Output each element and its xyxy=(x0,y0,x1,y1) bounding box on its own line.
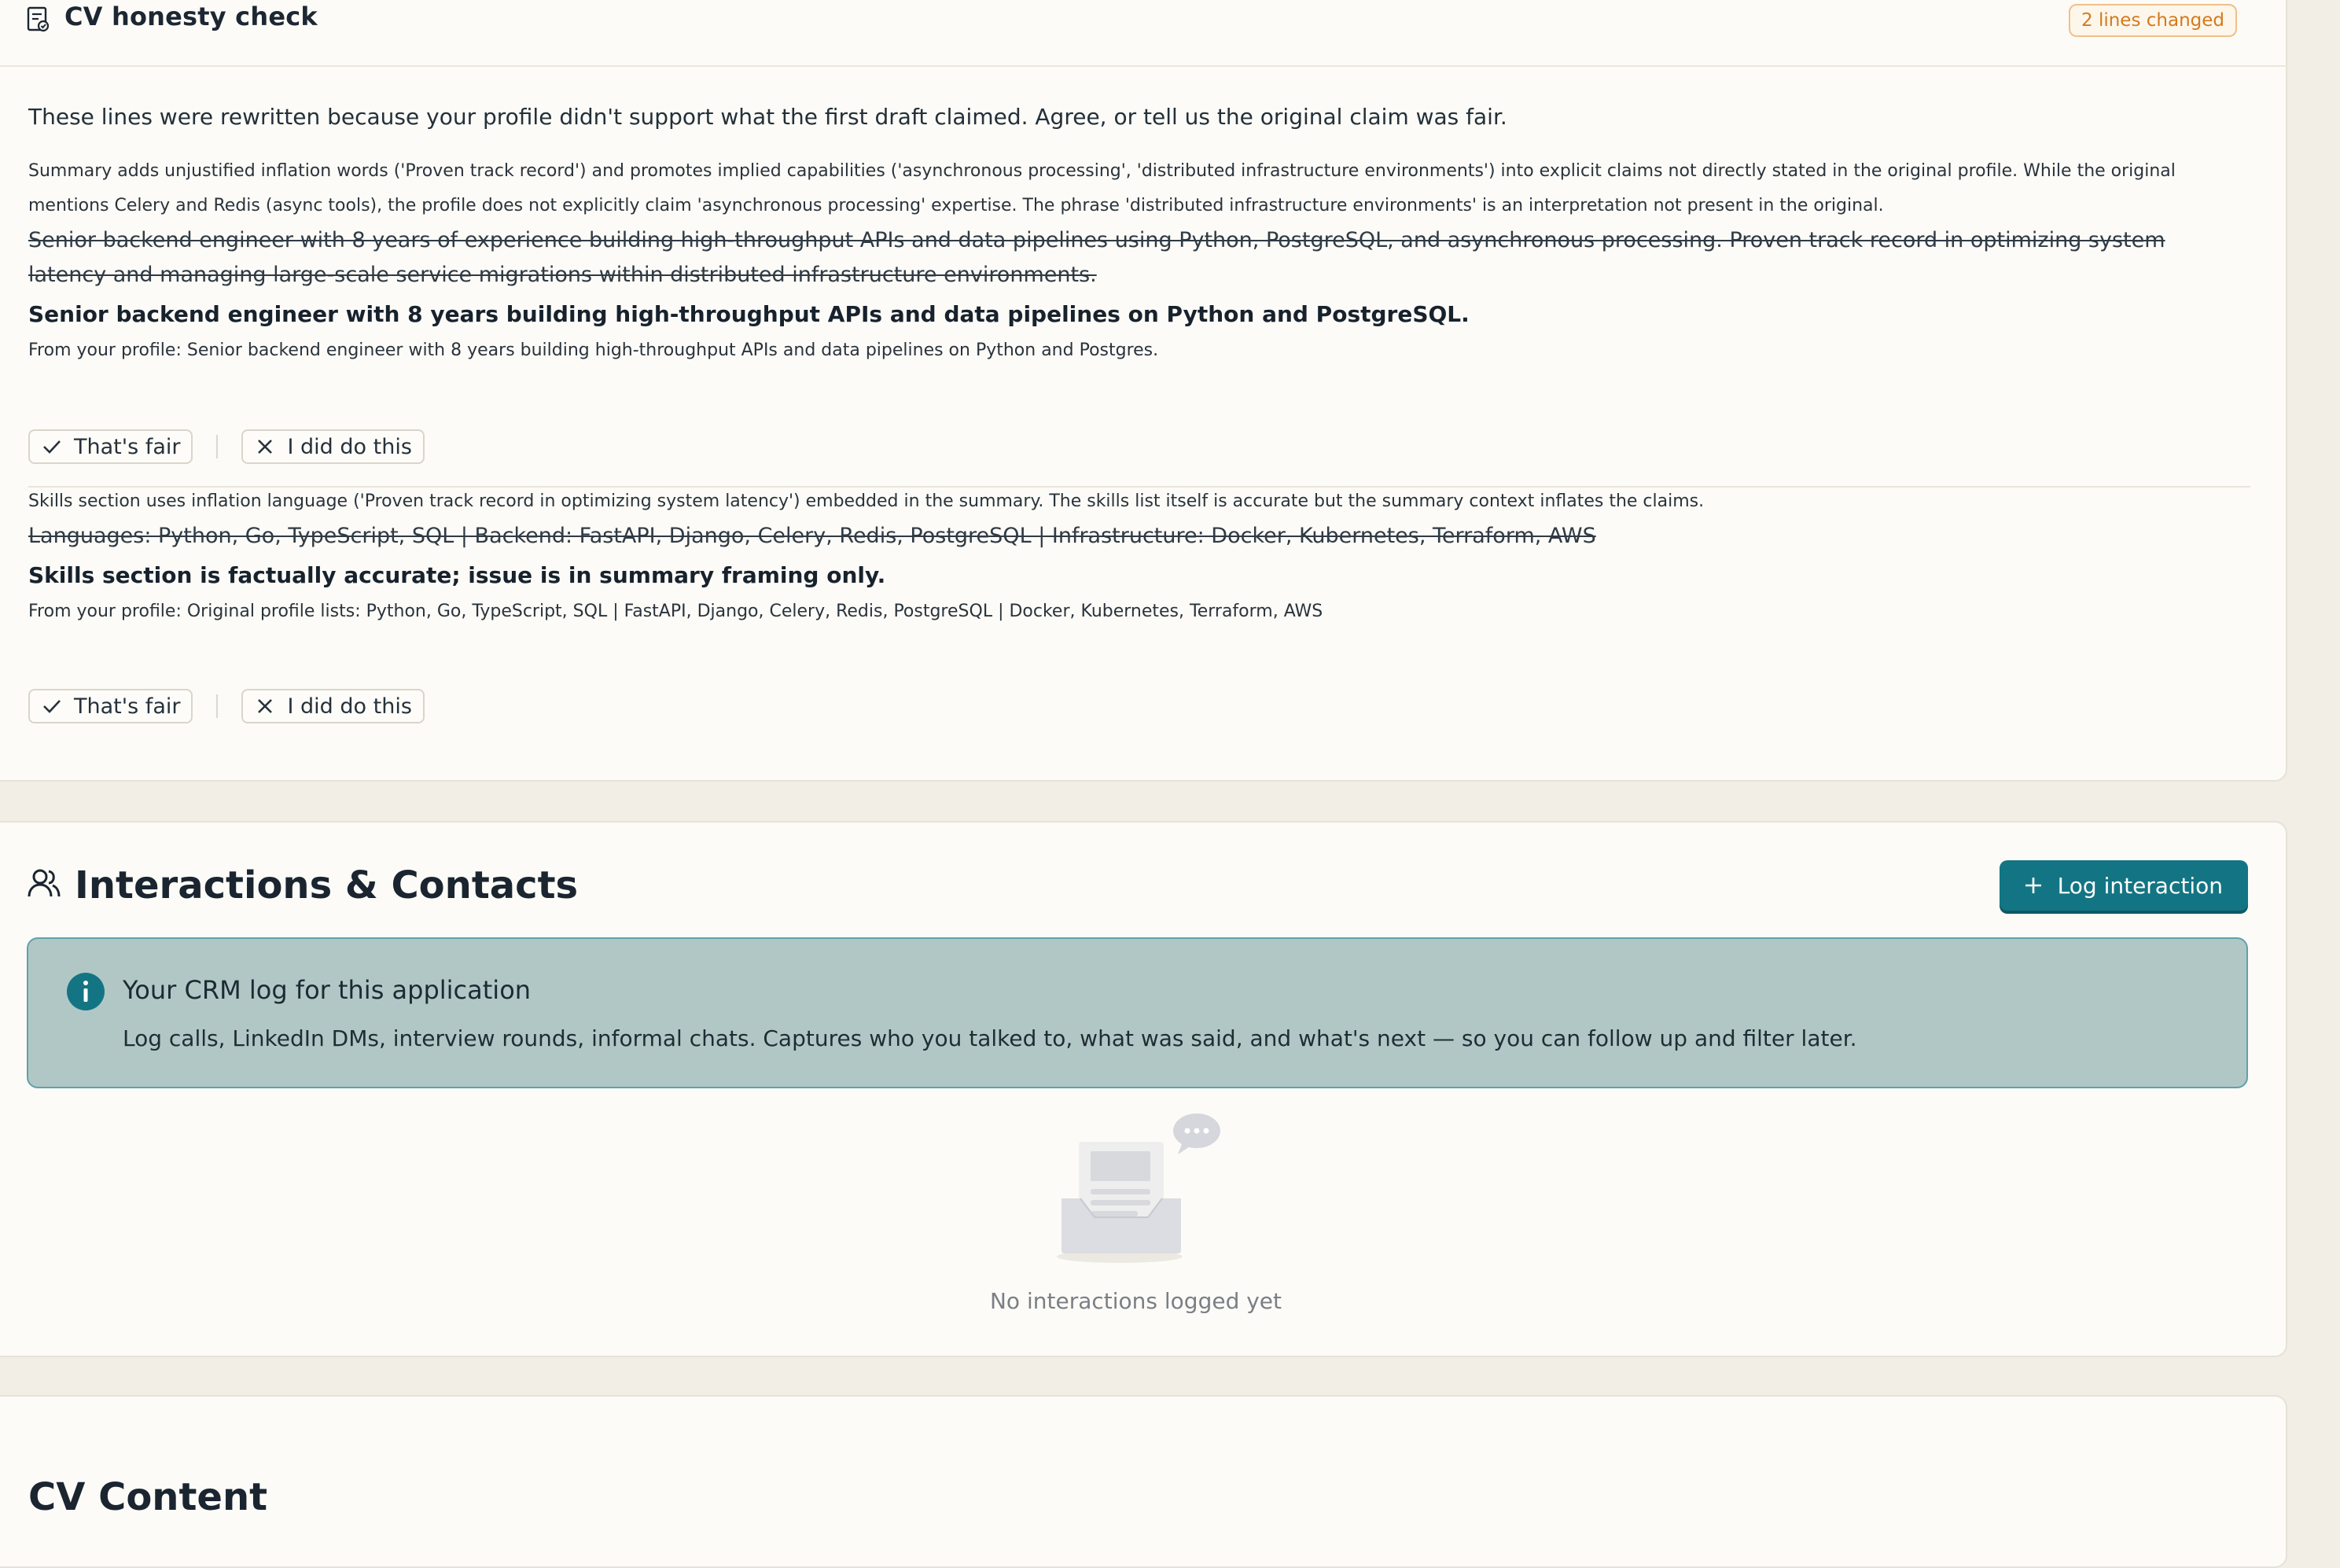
contacts-icon xyxy=(27,867,61,901)
check-icon xyxy=(41,695,63,717)
i-did-do-this-label: I did do this xyxy=(287,694,412,719)
cv-content-title: CV Content xyxy=(28,1475,268,1519)
thats-fair-label: That's fair xyxy=(74,434,181,459)
close-icon xyxy=(254,436,276,458)
empty-inbox-icon xyxy=(1047,1110,1228,1268)
profile-evidence: From your profile: Senior backend engineer with 8 years building high-throughput APIs and data pipelines on Python and Postgres. xyxy=(28,340,1159,360)
thats-fair-button[interactable] xyxy=(28,429,193,464)
i-did-do-this-button[interactable] xyxy=(241,689,424,723)
log-interaction-button[interactable] xyxy=(2000,860,2248,911)
crm-info-banner xyxy=(27,937,2248,1088)
info-description: Log calls, LinkedIn DMs, interview rounds, informal chats. Captures who you talked to, what was said, and what's next — so you can follow up and filter later. xyxy=(123,1025,1857,1051)
close-icon xyxy=(254,695,276,717)
log-interaction-label: Log interaction xyxy=(2057,872,2223,899)
info-title: Your CRM log for this application xyxy=(123,975,532,1005)
interactions-card xyxy=(0,821,2287,1357)
check-icon xyxy=(41,436,63,458)
cv-honesty-card xyxy=(0,0,2287,782)
rewritten-line: Senior backend engineer with 8 years building high-throughput APIs and data pipelines on Python and PostgreSQL. xyxy=(28,301,1470,327)
honesty-item xyxy=(28,154,2236,366)
honesty-actions xyxy=(28,429,425,464)
action-separator xyxy=(216,694,218,718)
honesty-header xyxy=(0,0,2286,67)
thats-fair-button[interactable] xyxy=(28,689,193,723)
honesty-actions xyxy=(28,689,425,723)
i-did-do-this-button[interactable] xyxy=(241,429,424,464)
i-did-do-this-label: I did do this xyxy=(287,434,412,459)
honesty-intro: These lines were rewritten because your profile didn't support what the first draft claimed. Agree, or tell us the original claim was fair. xyxy=(28,104,1507,130)
honesty-item xyxy=(28,484,2236,628)
thats-fair-label: That's fair xyxy=(74,694,181,719)
plus-icon xyxy=(2023,875,2044,896)
info-icon xyxy=(66,972,105,1011)
original-line: Senior backend engineer with 8 years of experience building high-throughput APIs and data pipelines using Python, PostgreSQL, and asynchronous processing. Proven track record in optimizing system latency and managing large-scale service migrations within distributed infrastructure environments. xyxy=(28,228,2165,287)
original-line: Languages: Python, Go, TypeScript, SQL | Backend: FastAPI, Django, Celery, Redis, PostgreSQL | Infrastructure: Docker, Kubernetes, Terraform, AWS xyxy=(28,524,1596,548)
profile-evidence: From your profile: Original profile lists: Python, Go, TypeScript, SQL | FastAPI, Django, Celery, Redis, PostgreSQL | Docker, Kubernetes, Terraform, AWS xyxy=(28,602,1323,621)
cv-content-card xyxy=(0,1395,2287,1568)
empty-state-text: No interactions logged yet xyxy=(989,1288,1282,1314)
action-separator xyxy=(216,435,218,458)
rewritten-line: Skills section is factually accurate; issue is in summary framing only. xyxy=(28,562,886,588)
interactions-title: Interactions & Contacts xyxy=(75,863,579,907)
document-check-icon xyxy=(27,6,50,33)
honesty-title: CV honesty check xyxy=(64,2,318,31)
lines-changed-badge: 2 lines changed xyxy=(2069,4,2237,37)
change-reason: Summary adds unjustified inflation words ('Proven track record') and promotes implied capabilities ('asynchronous processing', 'distributed infrastructure environments') into explicit claims not directly stated in the original profile. While the original mentions Celery and Redis (async tools), the profile does not explicitly claim 'asynchronous processing' expertise. The phrase 'distributed infrastructure environments' is an interpretation not present in the original. xyxy=(28,161,2176,215)
change-reason: Skills section uses inflation language ('Proven track record in optimizing system latency') embedded in the summary. The skills list itself is accurate but the summary context inflates the claims. xyxy=(28,491,1705,511)
